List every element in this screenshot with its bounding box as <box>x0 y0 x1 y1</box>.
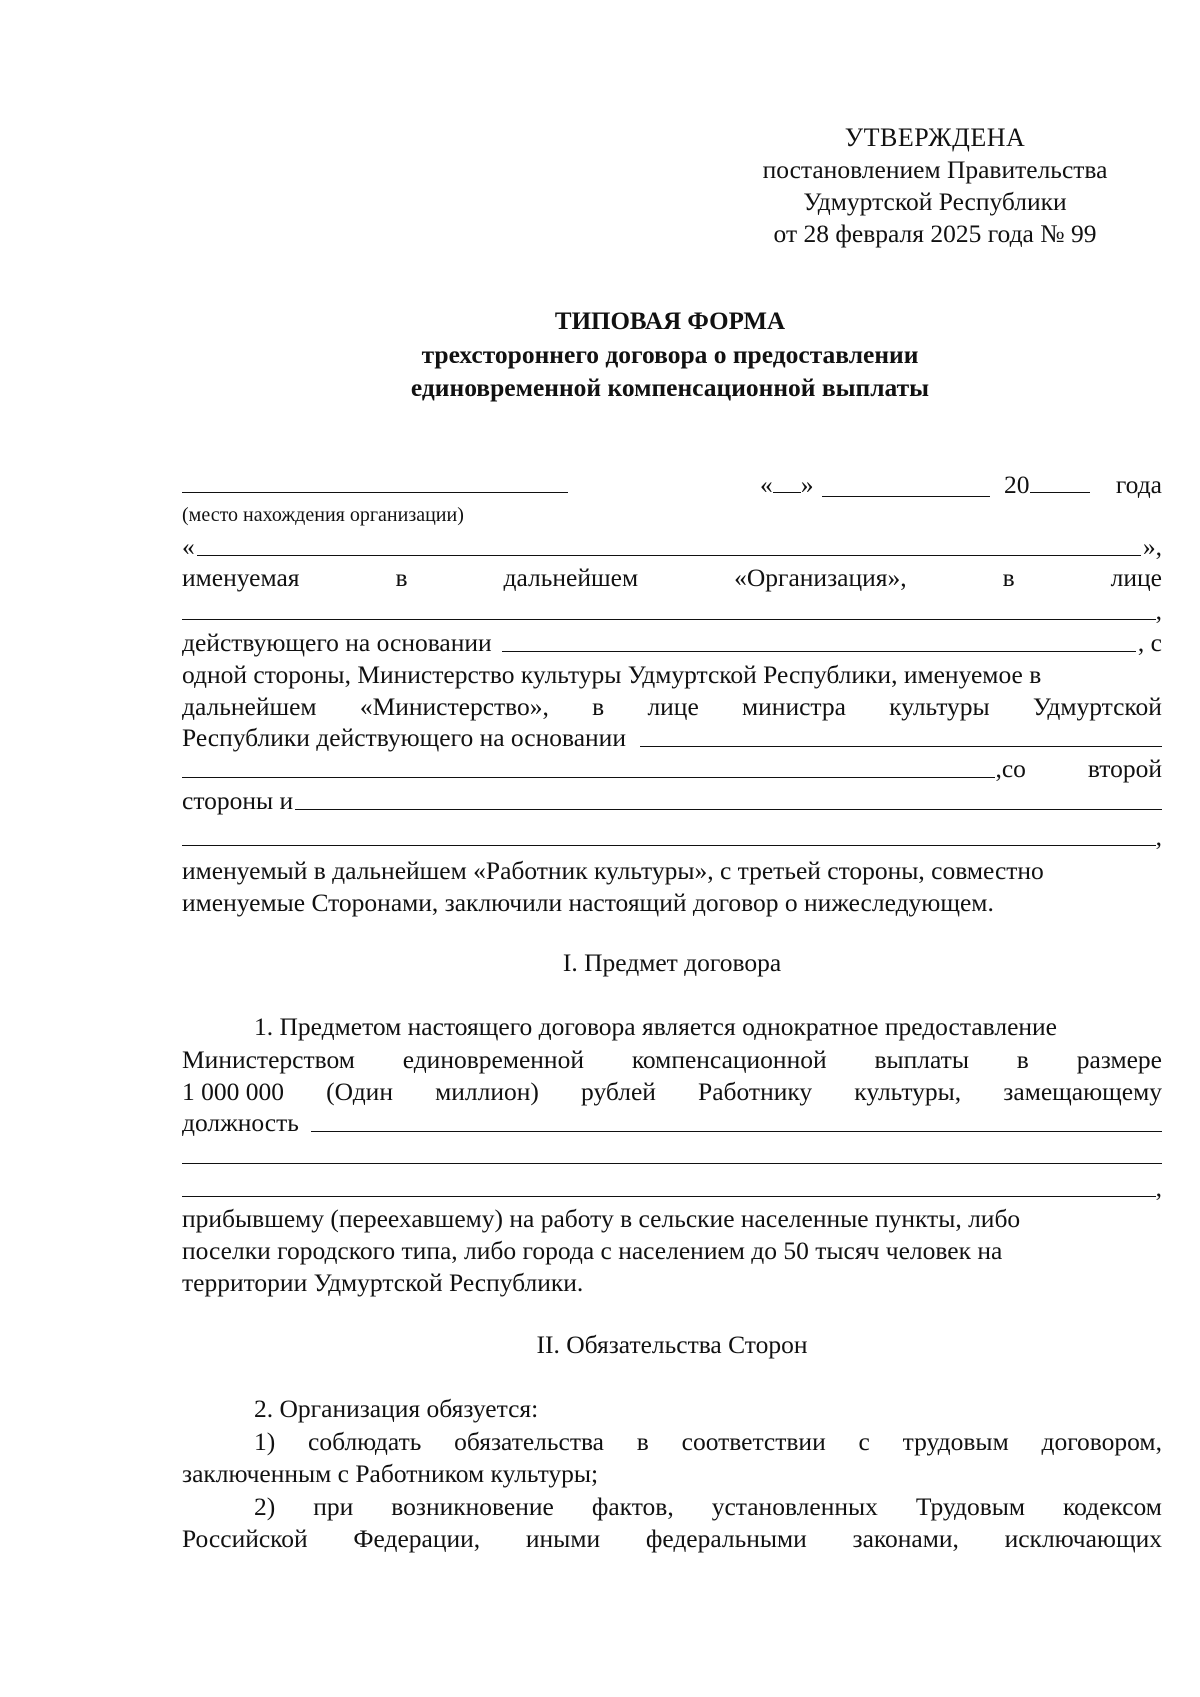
approval-title: УТВЕРЖДЕНА <box>844 123 1026 152</box>
paragraph-line: 1 000 000 (Один миллион) рублей Работнику культуры, замещающему <box>182 1077 1162 1106</box>
preamble-line: именуемая в дальнейшем «Организация», в лице <box>182 563 1162 592</box>
year-suffix: года <box>1115 470 1162 499</box>
ministry-basis-row: Республики действующего на основании <box>182 723 1162 753</box>
worker-name-field-2[interactable] <box>182 823 1156 846</box>
month-field[interactable] <box>822 474 990 497</box>
document-subtitle: единовременной компенсационной выплаты <box>410 373 930 402</box>
position-field-3[interactable] <box>182 1174 1156 1197</box>
place-date-row <box>182 470 1162 500</box>
paragraph-line: 2) при возникновение фактов, установленных Трудовым кодексом <box>254 1492 1162 1521</box>
paragraph-line: поселки городского типа, либо города с населением до 50 тысяч человек на <box>182 1236 1003 1265</box>
date-field[interactable]: « » <box>760 470 814 499</box>
approval-line: постановлением Правительства <box>762 155 1108 184</box>
paragraph-line: 2. Организация обязуется: <box>254 1394 539 1423</box>
basis-row: действующего на основании , с <box>182 628 1162 657</box>
ministry-basis-field[interactable] <box>640 724 1162 747</box>
preamble-line: дальнейшем «Министерство», в лице министра культуры Удмуртской <box>182 692 1162 721</box>
paragraph-line: прибывшему (переехавшему) на работу в сельские населенные пункты, либо <box>182 1204 1021 1233</box>
worker-name-field[interactable] <box>295 787 1162 810</box>
representative-row: , <box>182 596 1162 626</box>
preamble-line: именуемый в дальнейшем «Работник культуры», с третьей стороны, совместно <box>182 856 1044 885</box>
preamble-line: именуемые Сторонами, заключили настоящий договор о нижеследующем. <box>182 888 994 917</box>
paragraph-line: заключенным с Работником культуры; <box>182 1459 599 1488</box>
approval-line: от 28 февраля 2025 года № 99 <box>773 219 1097 248</box>
worker-row: стороны и <box>182 786 1162 816</box>
organization-row: « », <box>182 532 1162 561</box>
paragraph-line: Российской Федерации, иными федеральными законами, исключающих <box>182 1524 1162 1553</box>
approval-stamp <box>730 122 1140 250</box>
position-row: должность <box>182 1108 1162 1138</box>
document-subtitle: трехстороннего договора о предоставлении <box>421 340 919 369</box>
section-title: II. Обязательства Сторон <box>536 1330 808 1359</box>
worker-row-2: , <box>182 822 1162 852</box>
position-field-2[interactable] <box>182 1141 1162 1164</box>
section-title: I. Предмет договора <box>562 948 782 977</box>
paragraph-line: 1) соблюдать обязательства в соответствии с трудовым договором, <box>254 1427 1162 1456</box>
document-title: ТИПОВАЯ ФОРМА <box>554 308 786 335</box>
paragraph-line: 1. Предметом настоящего договора является однократное предоставление <box>254 1012 1058 1041</box>
approval-line: Удмуртской Республики <box>803 187 1067 216</box>
place-caption: (место нахождения организации) <box>182 504 464 526</box>
position-field[interactable] <box>311 1109 1162 1132</box>
paragraph-line: территории Удмуртской Республики. <box>182 1268 584 1297</box>
position-row-3: , <box>182 1173 1162 1203</box>
preamble-line: одной стороны, Министерство культуры Удмуртской Республики, именуемое в <box>182 660 1042 689</box>
place-field[interactable] <box>182 470 568 493</box>
year-field[interactable]: 20 <box>1004 470 1090 500</box>
ministry-basis-field-2[interactable] <box>182 755 995 778</box>
paragraph-line: Министерством единовременной компенсационной выплаты в размере <box>182 1045 1162 1074</box>
document-heading <box>180 305 1160 404</box>
position-row-2 <box>182 1141 1162 1170</box>
basis-field[interactable] <box>502 629 1136 652</box>
organization-name-field[interactable] <box>197 533 1141 556</box>
ministry-basis-row-2: , со второй <box>182 754 1162 784</box>
representative-field[interactable] <box>182 597 1156 620</box>
